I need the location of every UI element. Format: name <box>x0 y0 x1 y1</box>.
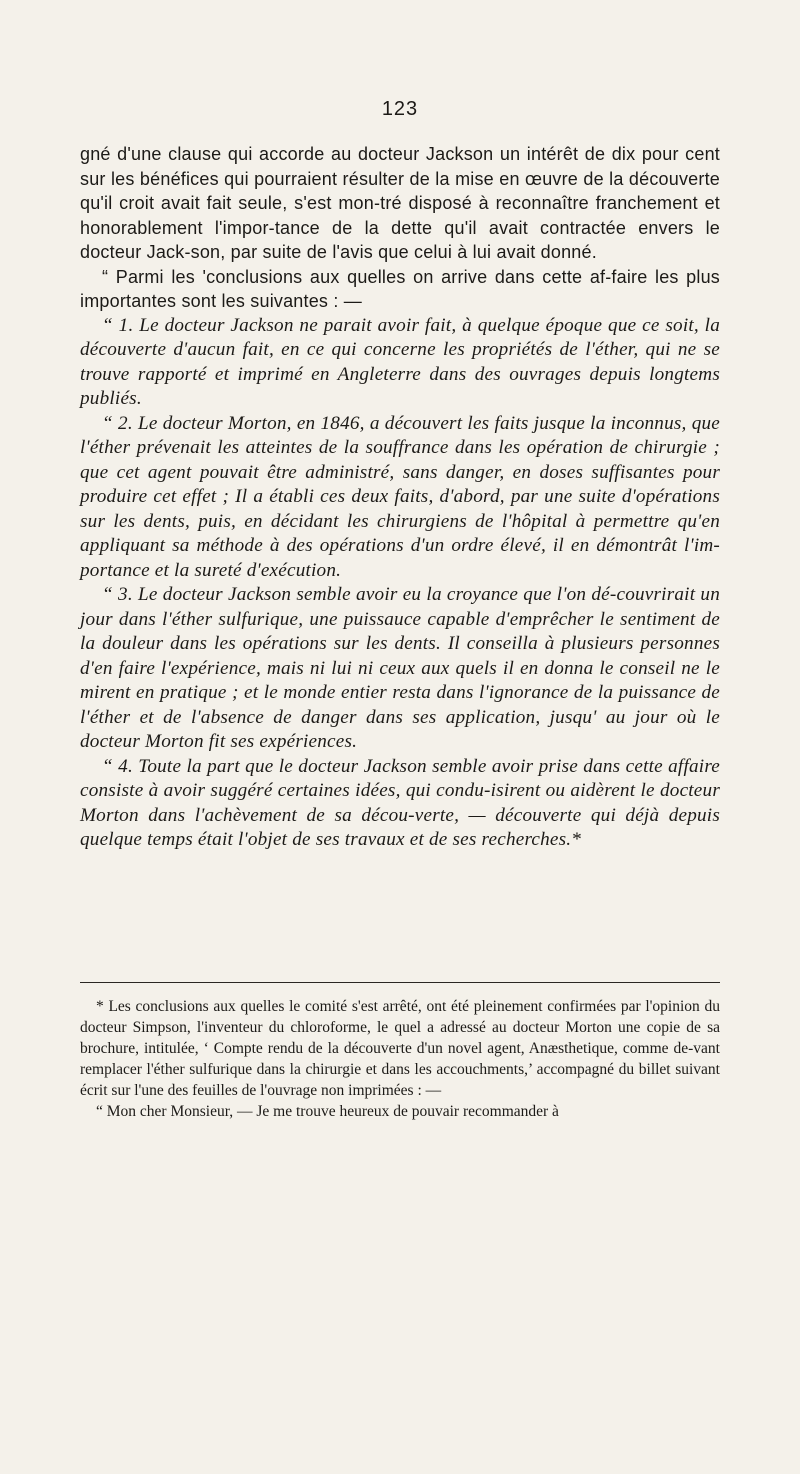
footnote-letter-start: “ Mon cher Monsieur, — Je me trouve heureux de pouvair recommander à <box>96 1103 559 1120</box>
page-number: 123 <box>381 98 419 120</box>
paragraph-intro: gné d'une clause qui accorde au docteur Jackson un intérêt de dix pour cent sur les bénéfices qui pourraient résulter de la mise en œuvre de la découverte qu'il croit avait fait seule, s'est mon-tré disposé à reconnaître franchement et honorablement l'impor-tance de la dette qu'il avait contractée envers le docteur Jack-son, par suite de l'avis que celui à lui avait donné. <box>80 144 720 262</box>
footnote-divider <box>80 982 720 983</box>
paragraph-conclusions-lead: “ Parmi les 'conclusions aux quelles on arrive dans cette af-faire les plus importantes sont les suivantes : — <box>80 266 720 311</box>
footnote <box>80 996 720 1122</box>
footnote-paragraph: * Les conclusions aux quelles le comité s'est arrêté, ont été pleinement confirmées par l'opinion du docteur Simpson, l'inventeur du chloroforme, le quel a adressé au docteur Morton une copie de sa brochure, intitulée, ‘ Compte rendu de la découverte d'un novel agent, Anæsthetique, comme de-vant remplacer l'éther sulfurique dans la chirurgie et dans les accouchments,’ accompagné du billet suivant écrit sur l'une des feuilles de l'ouvrage non imprimées : — <box>80 998 720 1099</box>
paragraph-conclusion-1: “ 1. Le docteur Jackson ne parait avoir fait, à quelque époque que ce soit, la découverte d'aucun fait, en ce qui concerne les propriétés de l'éther, qui ne se trouve rapporté et imprimé en Angleterre dans des ouvrages depuis longtems publiés. <box>80 314 720 409</box>
main-text <box>80 142 720 853</box>
paragraph-conclusion-4: “ 4. Toute la part que le docteur Jackson semble avoir prise dans cette affaire consiste à avoir suggéré certaines idées, qui condu-isirent ou aidèrent le docteur Morton dans l'achèvement de sa décou-verte, — découverte qui déjà depuis quelque temps était l'objet de ses travaux et de ses recherches.* <box>80 755 720 850</box>
paragraph-conclusion-3: “ 3. Le docteur Jackson semble avoir eu la croyance que l'on dé-couvrirait un jour dans l'éther sulfurique, une puissauce capable d'emprêcher le sentiment de la douleur dans les opérations sur les dents. Il conseilla à plusieurs personnes d'en faire l'expérience, mais ni lui ni ceux aux quels il en donna le conseil ne le mirent en pratique ; et le monde entier resta dans l'ignorance de la puissance de l'éther et de l'absence de danger dans ses application, jusqu' au jour où le docteur Morton fit ses expériences. <box>80 584 720 752</box>
paragraph-conclusion-2: “ 2. Le docteur Morton, en 1846, a découvert les faits jusque la inconnus, que l'éther prévenait les atteintes de la souffrance dans les opération de chirurgie ; que cet agent pouvait être administré, sans danger, en doses suffisantes pour produire cet effet ; Il a établi ces deux faits, d'abord, par une suite d'opérations sur les dents, puis, en décidant les chirurgiens de l'hôpital à permettre qu'en appliquant sa méthode à des opérations d'un ordre élevé, il en démontrât l'im-portance et la sureté d'exécution. <box>80 412 720 581</box>
